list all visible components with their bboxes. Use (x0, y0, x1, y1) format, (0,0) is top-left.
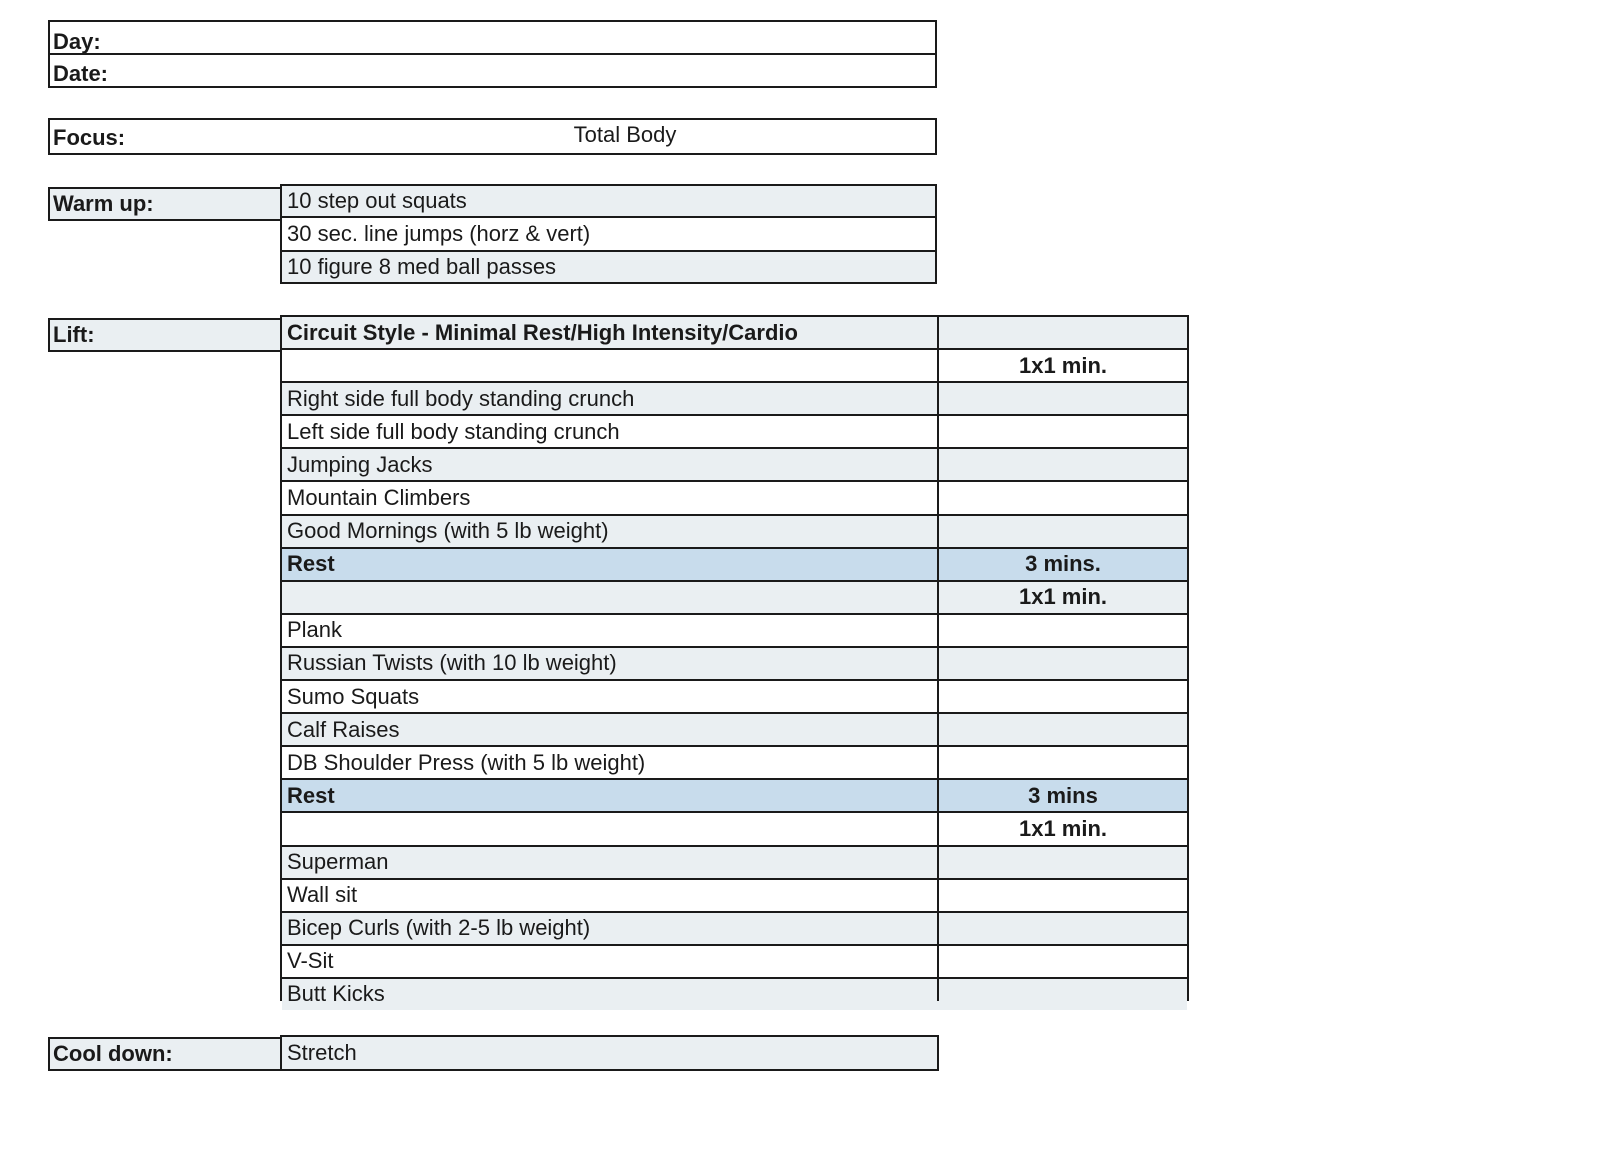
cooldown-cell (280, 1035, 939, 1071)
exercise-name (282, 582, 932, 613)
exercise-time (939, 747, 1187, 778)
exercise-name: Jumping Jacks (287, 451, 433, 477)
lift-label: Lift: (53, 322, 95, 347)
cooldown-value: Stretch (287, 1040, 357, 1065)
exercise-time: 1x1 min. (1018, 352, 1108, 378)
lift-title: Circuit Style - Minimal Rest/High Intensity/Cardio (282, 317, 1187, 348)
exercise-time (939, 449, 1187, 480)
exercise-time (939, 383, 1187, 414)
day-label: Day: (53, 29, 101, 54)
exercise-name: DB Shoulder Press (with 5 lb weight) (287, 749, 646, 775)
warmup-item: 30 sec. line jumps (horz & vert) (287, 221, 591, 246)
date-label: Date: (53, 61, 109, 86)
exercise-time (939, 880, 1187, 911)
exercise-name: Rest (287, 551, 335, 577)
exercise-time (939, 979, 1187, 1010)
exercise-name: Russian Twists (with 10 lb weight) (287, 650, 617, 676)
warmup-item: 10 step out squats (282, 186, 935, 216)
exercise-name: Superman (287, 849, 389, 875)
exercise-name: Plank (287, 617, 343, 643)
exercise-time: 1x1 min. (1018, 815, 1108, 841)
exercise-name: Wall sit (287, 882, 358, 908)
exercise-time: 3 mins (1028, 782, 1098, 808)
exercise-time (939, 615, 1187, 646)
divider (48, 53, 937, 55)
exercise-name: Bicep Curls (with 2-5 lb weight) (287, 915, 591, 941)
exercise-time (939, 416, 1187, 447)
exercise-name: Right side full body standing crunch (287, 385, 635, 411)
column-divider (937, 315, 939, 1001)
exercise-name: Calf Raises (287, 716, 400, 742)
exercise-time (939, 681, 1187, 712)
focus-label: Focus: (53, 125, 126, 150)
exercise-name: V-Sit (287, 948, 334, 974)
exercise-name (282, 350, 932, 381)
exercise-time (939, 648, 1187, 679)
exercise-time: 1x1 min. (1018, 584, 1108, 610)
exercise-time (939, 714, 1187, 745)
exercise-time (939, 482, 1187, 513)
exercise-time: 3 mins. (1025, 551, 1101, 577)
warmup-label: Warm up: (53, 191, 154, 216)
exercise-time (939, 913, 1187, 944)
exercise-name (282, 813, 932, 844)
exercise-name: Good Mornings (with 5 lb weight) (287, 518, 609, 544)
exercise-time (939, 946, 1187, 977)
exercise-name: Left side full body standing crunch (287, 418, 620, 444)
exercise-name: Rest (287, 782, 335, 808)
exercise-time (939, 847, 1187, 878)
exercise-name: Butt Kicks (287, 981, 385, 1007)
focus-value: Total Body (573, 122, 677, 147)
exercise-time (939, 516, 1187, 547)
cooldown-label: Cool down: (53, 1041, 173, 1066)
warmup-item: 10 figure 8 med ball passes (282, 252, 935, 282)
exercise-name: Mountain Climbers (287, 484, 471, 510)
exercise-name: Sumo Squats (287, 683, 420, 709)
